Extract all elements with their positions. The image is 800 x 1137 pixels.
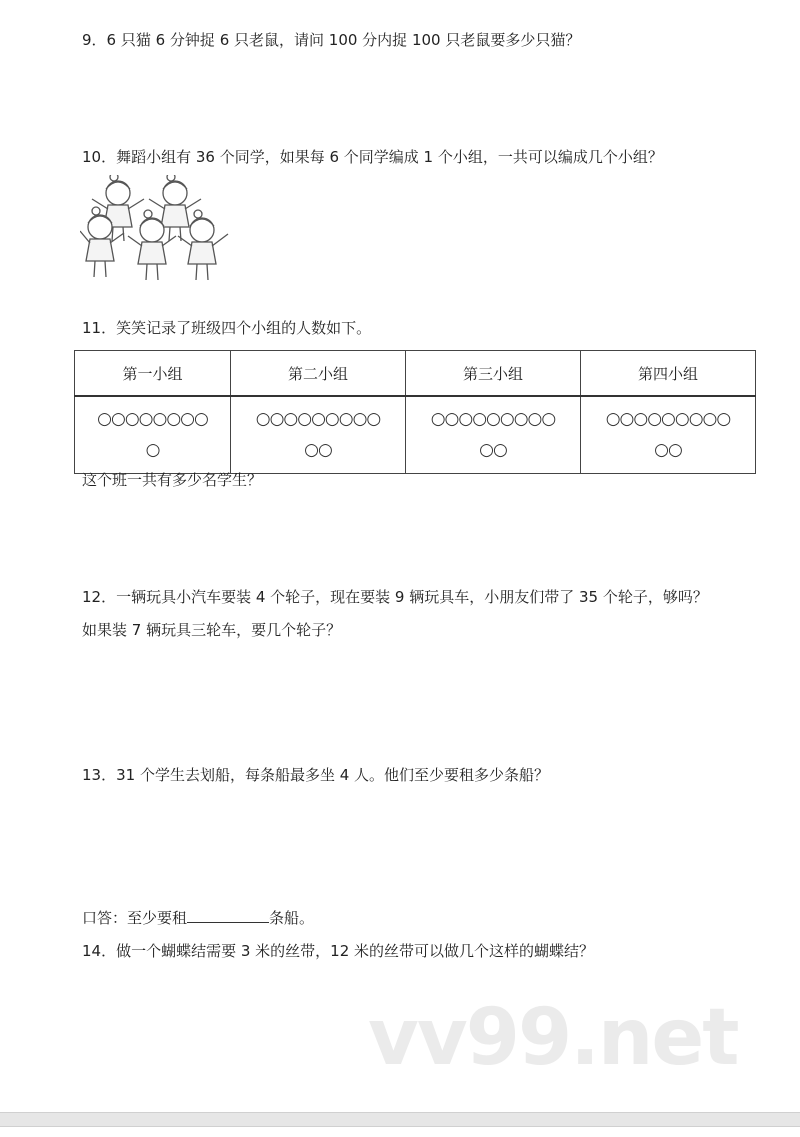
- circles-line: ○○○○○○○○○: [430, 409, 556, 429]
- group-count-table: [74, 350, 756, 474]
- question-13: 13．31 个学生去划船，每条船最多坐 4 人。他们至少要租多少条船？: [82, 766, 550, 784]
- cell-group-3: [405, 396, 580, 474]
- question-11-prompt: 这个班一共有多少名学生？: [82, 471, 263, 489]
- cell-group-1: [75, 396, 231, 474]
- circles-line: ○○: [654, 440, 682, 460]
- table-row: [75, 396, 756, 474]
- question-14: 14．做一个蝴蝶结需要 3 米的丝带，12 米的丝带可以做几个这样的蝴蝶结？: [82, 942, 595, 960]
- cell-group-4: [580, 396, 755, 474]
- answer-suffix: 条船。: [269, 909, 315, 927]
- circles-line: ○○○○○○○○○: [255, 409, 381, 429]
- question-12-line-2: 如果装 7 辆玩具三轮车，要几个轮子？: [82, 621, 342, 639]
- table-header-row: [75, 351, 756, 397]
- page-separator: [0, 1112, 800, 1127]
- watermark: vv99.net: [368, 993, 738, 1083]
- header-group-4: 第四小组: [580, 351, 755, 397]
- circles-line: ○○○○○○○○○: [605, 409, 731, 429]
- circles-line: ○: [145, 440, 160, 460]
- circles-line: ○○○○○○○○: [97, 409, 208, 429]
- question-12-line-1: 12．一辆玩具小汽车要装 4 个轮子，现在要装 9 辆玩具车，小朋友们带了 35 个轮子，够吗？: [82, 588, 708, 606]
- question-13-answer: [82, 908, 314, 928]
- question-11: 11．笑笑记录了班级四个小组的人数如下。: [82, 319, 372, 337]
- answer-blank[interactable]: [187, 908, 269, 923]
- answer-prefix: 口答：至少要租: [82, 909, 188, 927]
- question-10: 10．舞蹈小组有 36 个同学，如果每 6 个同学编成 1 个小组，一共可以编成几个小组？: [82, 148, 663, 166]
- circles-line: ○○: [304, 440, 332, 460]
- question-9: 9．6 只猫 6 分钟捉 6 只老鼠，请问 100 分内捉 100 只老鼠要多少只猫？: [82, 31, 581, 49]
- header-group-1: 第一小组: [75, 351, 231, 397]
- header-group-3: 第三小组: [405, 351, 580, 397]
- circles-line: ○○: [479, 440, 507, 460]
- dancing-girls-illustration: [80, 175, 248, 285]
- header-group-2: 第二小组: [231, 351, 406, 397]
- cell-group-2: [231, 396, 406, 474]
